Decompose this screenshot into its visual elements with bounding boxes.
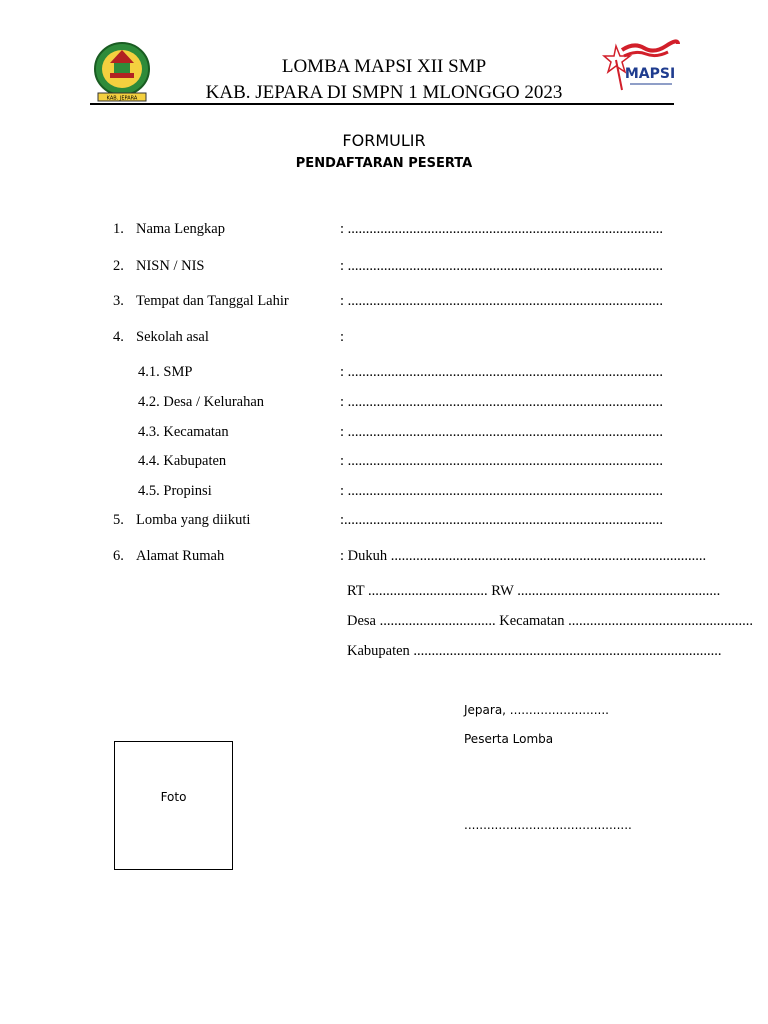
field-label-lomba: Lomba yang diikuti bbox=[136, 512, 251, 528]
field-label-kecamatan: 4.3. Kecamatan bbox=[138, 424, 229, 440]
field-colon-sekolah-asal: : bbox=[340, 329, 345, 345]
field-number: 2. bbox=[113, 258, 124, 274]
form-title: FORMULIR bbox=[342, 131, 426, 150]
svg-text:MAPSI: MAPSI bbox=[624, 66, 676, 82]
field-number: 4. bbox=[113, 329, 124, 345]
header-divider bbox=[90, 103, 674, 105]
field-input-desa-kecamatan[interactable]: Desa ................................ Kecamatan ................................................... bbox=[347, 613, 753, 629]
field-number: 6. bbox=[113, 548, 124, 564]
signature-role: Peserta Lomba bbox=[464, 732, 554, 746]
field-input-ttl[interactable]: : ....................................................................................... bbox=[340, 293, 664, 309]
signature-place-date[interactable]: Jepara, .......................... bbox=[464, 703, 609, 717]
field-number: 5. bbox=[113, 512, 124, 528]
header-title-line1: LOMBA MAPSI XII SMP bbox=[281, 56, 487, 77]
field-input-smp[interactable]: : ....................................................................................... bbox=[340, 364, 664, 380]
field-input-nisn[interactable]: : ....................................................................................... bbox=[340, 258, 664, 274]
field-number: 3. bbox=[113, 293, 124, 309]
header-title-line2: KAB. JEPARA DI SMPN 1 MLONGGO 2023 bbox=[205, 82, 563, 103]
field-input-kabupaten-alamat[interactable]: Kabupaten ..................................................................................... bbox=[347, 643, 722, 659]
field-label-kabupaten: 4.4. Kabupaten bbox=[138, 453, 227, 469]
form-subtitle: PENDAFTARAN PESERTA bbox=[295, 156, 473, 171]
field-input-kabupaten[interactable]: : ....................................................................................... bbox=[340, 453, 664, 469]
field-input-propinsi[interactable]: : ....................................................................................... bbox=[340, 483, 664, 499]
field-label-sekolah-asal: Sekolah asal bbox=[136, 329, 209, 345]
field-label-nisn: NISN / NIS bbox=[136, 258, 205, 274]
field-number: 1. bbox=[113, 221, 124, 237]
field-input-nama-lengkap[interactable]: : ....................................................................................... bbox=[340, 221, 664, 237]
left-logo bbox=[90, 41, 154, 103]
signature-line[interactable]: ............................................ bbox=[464, 818, 632, 832]
field-label-propinsi: 4.5. Propinsi bbox=[138, 483, 212, 499]
field-input-lomba[interactable]: :........................................................................................ bbox=[340, 512, 664, 528]
field-input-desa[interactable]: : ....................................................................................... bbox=[340, 394, 664, 410]
field-input-kecamatan[interactable]: : ....................................................................................... bbox=[340, 424, 664, 440]
photo-box[interactable] bbox=[114, 741, 233, 870]
photo-label: Foto bbox=[160, 790, 187, 804]
field-input-rt-rw[interactable]: RT ................................. RW ........................................................ bbox=[347, 583, 721, 599]
right-logo bbox=[604, 40, 680, 102]
field-label-smp: 4.1. SMP bbox=[138, 364, 193, 380]
field-label-nama-lengkap: Nama Lengkap bbox=[136, 221, 225, 237]
field-label-ttl: Tempat dan Tanggal Lahir bbox=[136, 293, 289, 309]
field-label-alamat: Alamat Rumah bbox=[136, 548, 225, 564]
field-label-desa: 4.2. Desa / Kelurahan bbox=[138, 394, 265, 410]
svg-text:KAB. JEPARA: KAB. JEPARA bbox=[106, 95, 138, 102]
field-input-dukuh[interactable]: : Dukuh ....................................................................................... bbox=[340, 548, 707, 564]
